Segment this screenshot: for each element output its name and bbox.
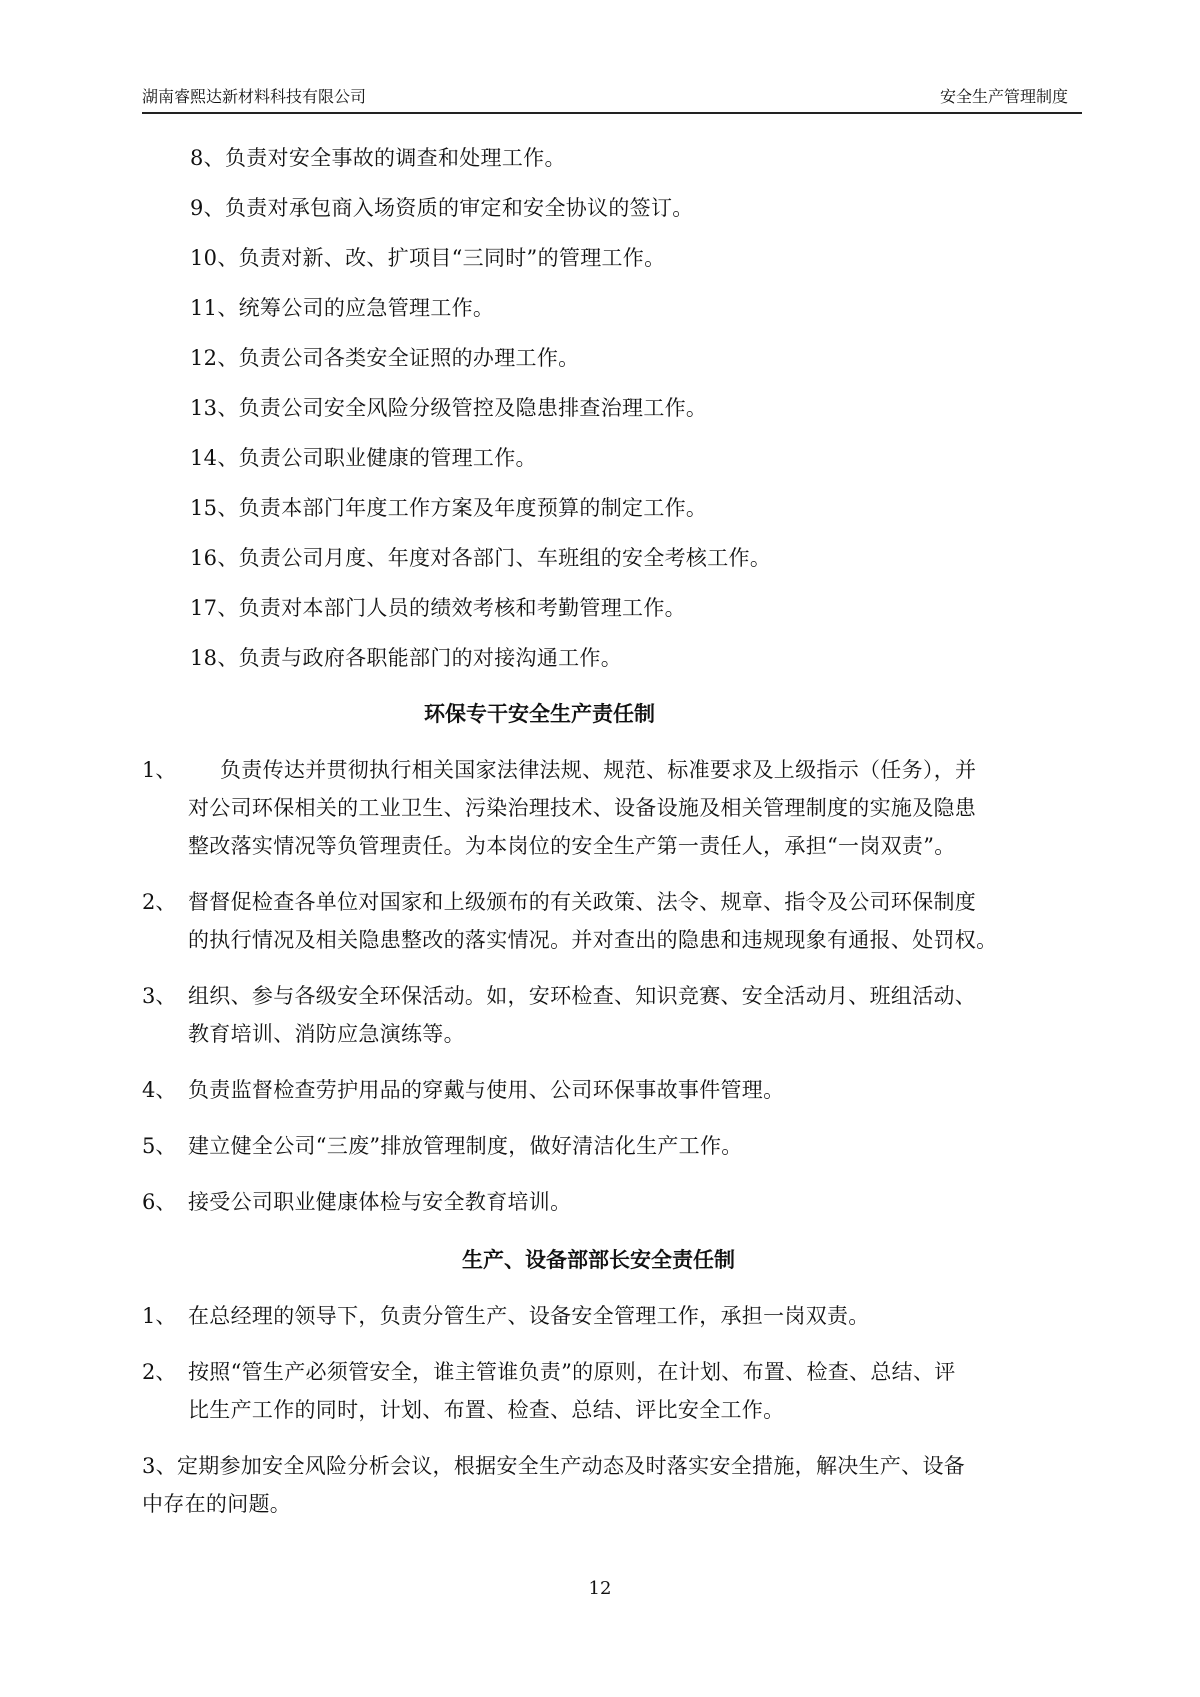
item-line: 组织、参与各级安全环保活动。如，安环检查、知识竞赛、安全活动月、班组活动、 bbox=[188, 984, 977, 1008]
item-number: 5、 bbox=[142, 1134, 177, 1158]
item-number: 1、 bbox=[142, 1304, 177, 1328]
header-doc-title: 安全生产管理制度 bbox=[940, 87, 1069, 106]
list-item: 10、负责对新、改、扩项目“三同时”的管理工作。 bbox=[190, 246, 666, 270]
page-header bbox=[142, 82, 1082, 114]
item-number: 1、 bbox=[142, 758, 177, 782]
item-line: 整改落实情况等负管理责任。为本岗位的安全生产第一责任人，承担“一岗双责”。 bbox=[188, 834, 956, 858]
list-item: 18、负责与政府各职能部门的对接沟通工作。 bbox=[190, 646, 623, 670]
item-line: 建立健全公司“三废”排放管理制度，做好清洁化生产工作。 bbox=[188, 1134, 743, 1158]
item-line: 督督促检查各单位对国家和上级颁布的有关政策、法令、规章、指令及公司环保制度 bbox=[188, 890, 977, 914]
list-item: 14、负责公司职业健康的管理工作。 bbox=[190, 446, 537, 470]
item-line: 在总经理的领导下，负责分管生产、设备安全管理工作，承担一岗双责。 bbox=[188, 1304, 870, 1328]
item-number: 6、 bbox=[142, 1190, 177, 1214]
list-item: 16、负责公司月度、年度对各部门、车班组的安全考核工作。 bbox=[190, 546, 772, 570]
list-item: 13、负责公司安全风险分级管控及隐患排查治理工作。 bbox=[190, 396, 708, 420]
item-line: 教育培训、消防应急演练等。 bbox=[188, 1022, 465, 1046]
section-title: 生产、设备部部长安全责任制 bbox=[462, 1248, 735, 1272]
section-title: 环保专干安全生产责任制 bbox=[424, 702, 655, 726]
item-line: 按照“管生产必须管安全，谁主管谁负责”的原则，在计划、布置、检查、总结、评 bbox=[188, 1360, 956, 1384]
item-number: 3、 bbox=[142, 984, 177, 1008]
list-item: 8、负责对安全事故的调查和处理工作。 bbox=[190, 146, 566, 170]
item-line: 比生产工作的同时，计划、布置、检查、总结、评比安全工作。 bbox=[188, 1398, 785, 1422]
item-line: 3、定期参加安全风险分析会议，根据安全生产动态及时落实安全措施，解决生产、设备 bbox=[142, 1454, 966, 1478]
list-item: 9、负责对承包商入场资质的审定和安全协议的签订。 bbox=[190, 196, 694, 220]
item-line: 的执行情况及相关隐患整改的落实情况。并对查出的隐患和违规现象有通报、处罚权。 bbox=[188, 928, 998, 952]
item-number: 2、 bbox=[142, 890, 177, 914]
page-number: 12 bbox=[588, 1578, 612, 1599]
item-line: 对公司环保相关的工业卫生、污染治理技术、设备设施及相关管理制度的实施及隐患 bbox=[188, 796, 977, 820]
item-number: 2、 bbox=[142, 1360, 177, 1384]
header-company: 湖南睿熙达新材料科技有限公司 bbox=[142, 87, 367, 106]
item-line: 中存在的问题。 bbox=[142, 1492, 292, 1516]
list-item: 12、负责公司各类安全证照的办理工作。 bbox=[190, 346, 580, 370]
item-line: 负责监督检查劳护用品的穿戴与使用、公司环保事故事件管理。 bbox=[188, 1078, 785, 1102]
item-line: 负责传达并贯彻执行相关国家法律法规、规范、标准要求及上级指示（任务），并 bbox=[220, 758, 977, 782]
list-item: 11、统筹公司的应急管理工作。 bbox=[190, 296, 495, 320]
item-line: 接受公司职业健康体检与安全教育培训。 bbox=[188, 1190, 572, 1214]
list-item: 17、负责对本部门人员的绩效考核和考勤管理工作。 bbox=[190, 596, 686, 620]
item-number: 4、 bbox=[142, 1078, 177, 1102]
list-item: 15、负责本部门年度工作方案及年度预算的制定工作。 bbox=[190, 496, 708, 520]
